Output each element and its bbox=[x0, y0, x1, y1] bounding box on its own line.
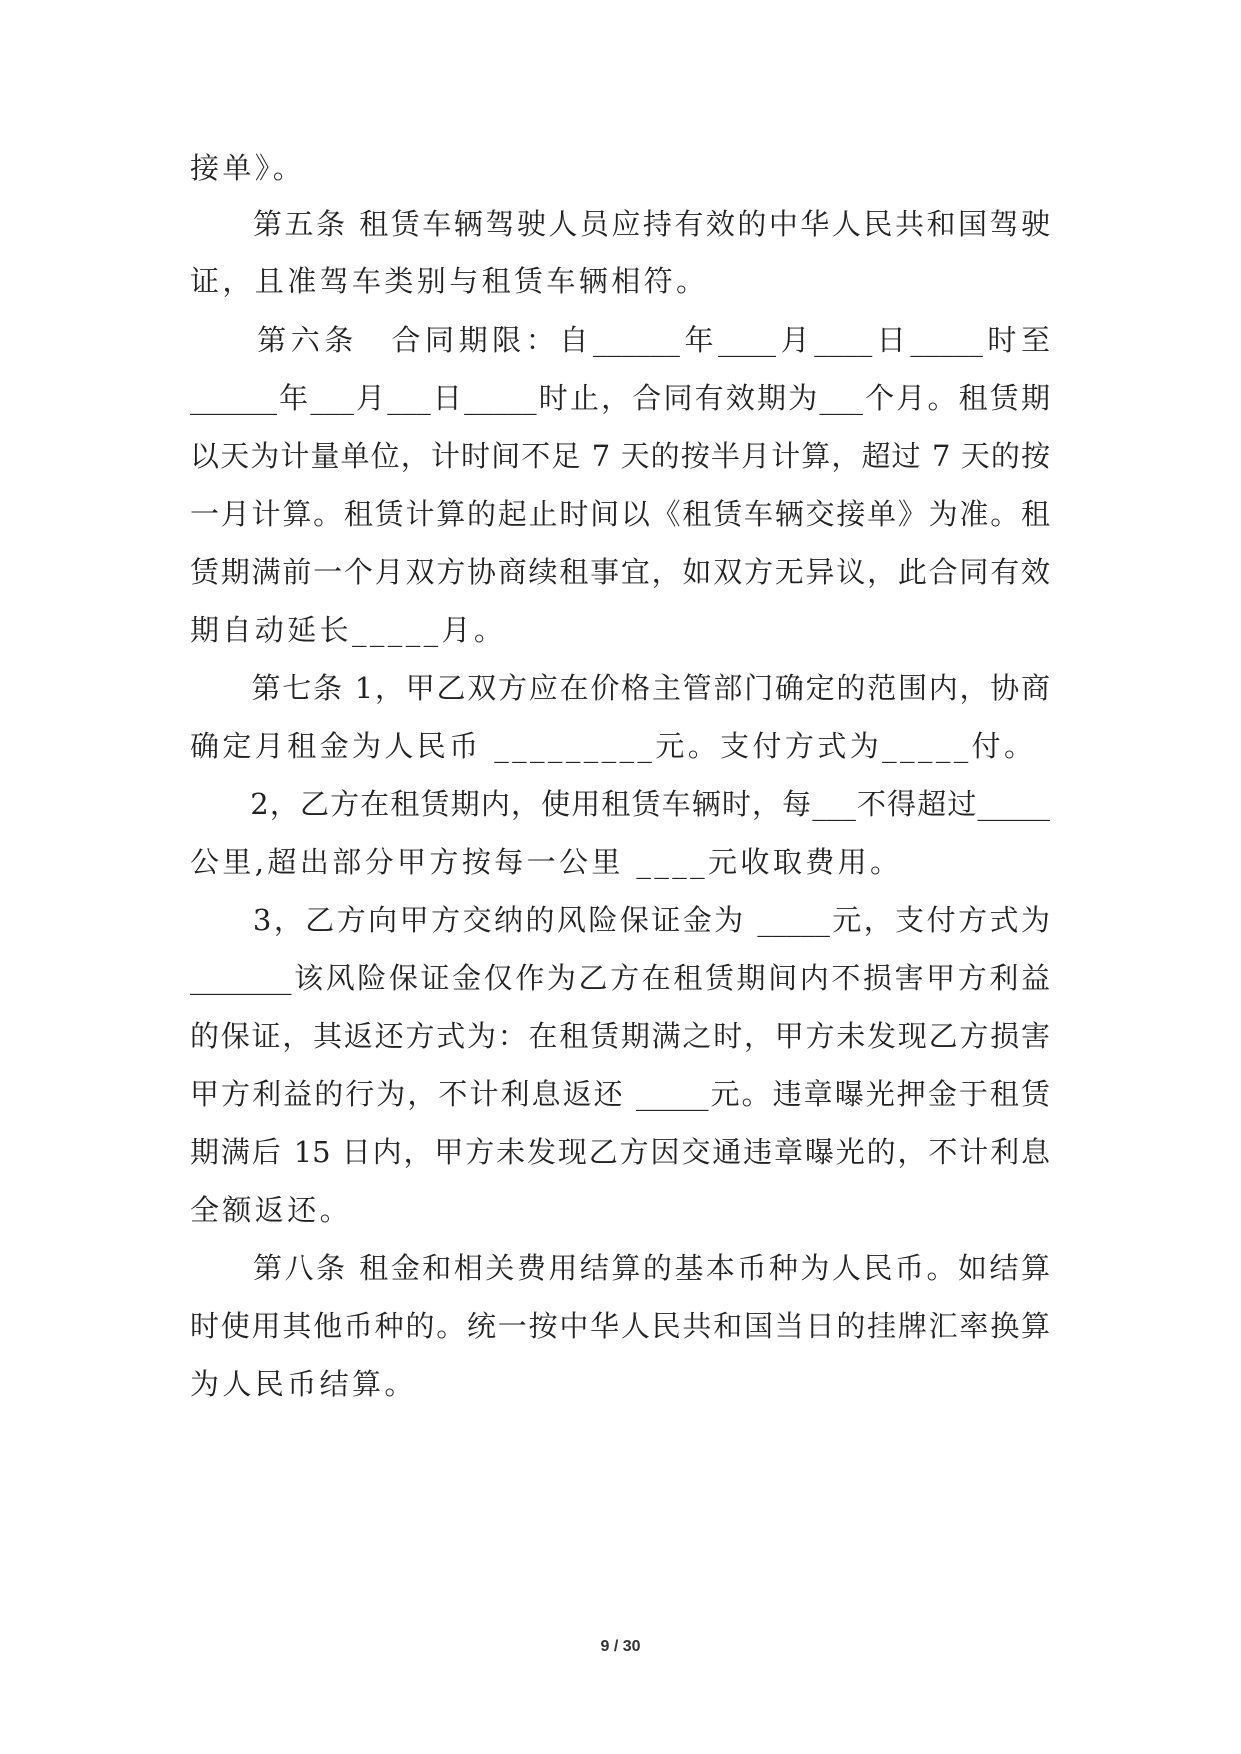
text-line: 第八条 租金和相关费用结算的基本币种为人民币。如结算 bbox=[190, 1251, 1050, 1285]
text-line: 以天为计量单位，计时间不足 7 天的按半月计算，超过 7 天的按 bbox=[190, 439, 1050, 473]
text-line: _______该风险保证金仅作为乙方在租赁期间内不损害甲方利益 bbox=[190, 961, 1050, 995]
text-line: ______年___月___日_____时止，合同有效期为___个月。租赁期 bbox=[190, 381, 1050, 415]
text-line: 第六条 合同期限：自______年____月____日_____时至 bbox=[190, 323, 1050, 357]
text-line: 确定月租金为人民币 _________元。支付方式为_____付。 bbox=[190, 729, 1037, 763]
text-line: 2，乙方在租赁期内，使用租赁车辆时，每___不得超过_____ bbox=[190, 787, 1050, 821]
text-line: 第七条 1，甲乙双方应在价格主管部门确定的范围内，协商 bbox=[190, 671, 1050, 705]
text-line: 证，且准驾车类别与租赁车辆相符。 bbox=[190, 264, 709, 298]
text-line: 一月计算。租赁计算的起止时间以《租赁车辆交接单》为准。租 bbox=[190, 497, 1050, 531]
text-line: 第五条 租赁车辆驾驶人员应持有效的中华人民共和国驾驶 bbox=[190, 207, 1050, 241]
text-line: 接单》。 bbox=[190, 151, 306, 185]
text-line: 公里,超出部分甲方按每一公里 ____元收取费用。 bbox=[190, 845, 903, 879]
text-line: 期满后 15 日内，甲方未发现乙方因交通违章曝光的，不计利息 bbox=[190, 1135, 1050, 1169]
text-line: 为人民币结算。 bbox=[190, 1367, 417, 1401]
page-number: 9 / 30 bbox=[600, 1638, 641, 1655]
text-line: 的保证，其返还方式为：在租赁期满之时，甲方未发现乙方损害 bbox=[190, 1019, 1050, 1053]
text-line: 期自动延长_____月。 bbox=[190, 613, 507, 647]
text-line: 全额返还。 bbox=[190, 1193, 353, 1227]
text-line: 赁期满前一个月双方协商续租事宜，如双方无异议，此合同有效 bbox=[190, 555, 1050, 589]
text-line: 时使用其他币种的。统一按中华人民共和国当日的挂牌汇率换算 bbox=[190, 1309, 1050, 1343]
text-line: 甲方利益的行为，不计利息返还 _____元。违章曝光押金于租赁 bbox=[190, 1077, 1050, 1111]
text-line: 3，乙方向甲方交纳的风险保证金为 _____元，支付方式为 bbox=[190, 903, 1050, 937]
